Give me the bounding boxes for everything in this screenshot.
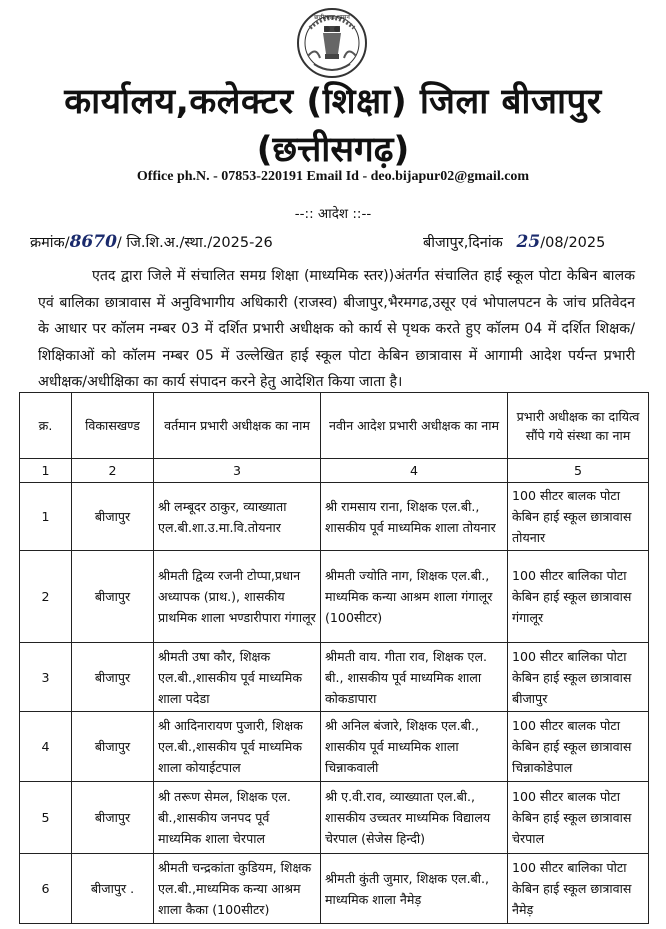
row-new: श्री अनिल बंजारे, शिक्षक एल.बी., शासकीय पूर्व माध्यमिक शाला चिन्नाकवाली [321,712,508,782]
order-body [38,263,635,396]
row-current: श्रीमती चन्द्रकांता कुडियम, शिक्षक एल.बी.,माध्यमिक कन्या आश्रम शाला कैका (100सीटर) [154,854,321,924]
row-sno: 2 [20,551,72,643]
row-current: श्री आदिनारायण पुजारी, शिक्षक एल.बी.,शासकीय पूर्व माध्यमिक शाला कोयाईटपाल [154,712,321,782]
header-block: विकासखण्ड [72,393,154,459]
row-institution: 100 सीटर बालिका पोटा केबिन हाई स्कूल छात्रावास नैमेड़ [508,854,649,924]
date-prefix: बीजापुर,दिनांक [423,235,503,251]
row-new: श्री ए.वी.राव, व्याख्याता एल.बी., शासकीय उच्चतर माध्यमिक विद्यालय चेरपाल (सेजेस हिन्दी) [321,782,508,854]
row-current: श्रीमती द्विव्य रजनी टोप्पा,प्रधान अध्यापक (प्राथ.), शासकीय प्राथमिक शाला भण्डारीपारा गंगालूर [154,551,321,643]
row-institution: 100 सीटर बालिका पोटा केबिन हाई स्कूल छात्रावास गंगालूर [508,551,649,643]
row-new: श्रीमती वाय. गीता राव, शिक्षक एल. बी., शासकीय पूर्व माध्यमिक शाला कोकडापारा [321,643,508,712]
header-new-superintendent: नवीन आदेश प्रभारी अधीक्षक का नाम [321,393,508,459]
row-current: श्री लम्बूदर ठाकुर, व्याख्याता एल.बी.शा.उ.मा.वि.तोयनार [154,483,321,551]
column-number: 3 [154,459,321,483]
ref-prefix: क्रमांक/ [30,235,70,251]
order-body-text: एतद द्वारा जिले में संचालित समग्र शिक्षा (माध्यमिक स्तर))अंतर्गत संचालित हाई स्कूल पोटा केबिन बालक एवं बालिका छात्रावास में अनुविभागीय अधिकारी (राजस्व) बीजापुर,भैरमगढ,उसूर एवं भोपालपटन के जांच प्रतिवेदन के आधार पर कॉलम नम्बर 03 में दर्शित प्रभारी अधीक्षक को कार्य से पृथक करते हुए कॉलम 04 में दर्शित शिक्षक/शिक्षिकाओं को कॉलम नम्बर 05 में उल्लेखित हाई स्कूल पोटा केबिन छात्रावास में आगामी आदेश पर्यन्त प्रभारी अधीक्षक/अधीक्षिका का कार्य संपादन करने हेतु आदेशित किया जाता है। [38,268,635,390]
order-date [423,232,605,252]
table-row [20,551,649,643]
row-new: श्री रामसाय राना, शिक्षक एल.बी., शासकीय पूर्व माध्यमिक शाला तोयनार [321,483,508,551]
emblem-text: छत्तीसगढ़ शासन [314,14,350,21]
row-sno: 4 [20,712,72,782]
row-block: बीजापुर . [72,854,154,924]
row-sno: 3 [20,643,72,712]
state-emblem-seal [296,6,368,80]
date-rest: /08/2025 [540,235,606,251]
row-block: बीजापुर [72,643,154,712]
row-institution: 100 सीटर बालिका पोटा केबिन हाई स्कूल छात्रावास बीजापुर [508,643,649,712]
order-heading: --:: आदेश ::-- [294,206,372,222]
table-row [20,854,649,924]
table-row [20,712,649,782]
row-sno: 1 [20,483,72,551]
header-current-superintendent: वर्तमान प्रभारी अधीक्षक का नाम [154,393,321,459]
row-institution: 100 सीटर बालक पोटा केबिन हाई स्कूल छात्रावास चिन्नाकोडेपाल [508,712,649,782]
column-number: 4 [321,459,508,483]
row-institution: 100 सीटर बालक पोटा केबिन हाई स्कूल छात्रावास चेरपाल [508,782,649,854]
column-number: 2 [72,459,154,483]
row-block: बीजापुर [72,712,154,782]
row-current: श्रीमती उषा कौर, शिक्षक एल.बी.,शासकीय पूर्व माध्यमिक शाला पदेडा [154,643,321,712]
column-number: 5 [508,459,649,483]
row-current: श्री तरूण सेमल, शिक्षक एल. बी.,शासकीय जनपद पूर्व माध्यमिक शाला चेरपाल [154,782,321,854]
row-block: बीजापुर [72,483,154,551]
assignment-table [19,392,649,924]
header-sno: क्र. [20,393,72,459]
row-block: बीजापुर [72,782,154,854]
header-institution: प्रभारी अधीक्षक का दायित्व सौंपे गये संस्था का नाम [508,393,649,459]
table-row [20,782,649,854]
table-row [20,483,649,551]
row-new: श्रीमती कुंती जुमार, शिक्षक एल.बी., माध्यमिक शाला नैमेड़ [321,854,508,924]
office-contact: Office ph.N. - 07853-220191 Email Id - deo.bijapur02@gmail.com [136,169,530,184]
row-sno: 6 [20,854,72,924]
order-reference [30,232,273,252]
date-day-handwritten: 25 [516,232,541,252]
row-new: श्रीमती ज्योति नाग, शिक्षक एल.बी., माध्यमिक कन्या आश्रम शाला गंगालूर (100सीटर) [321,551,508,643]
ref-number-handwritten: 8670 [69,232,117,252]
office-title: कार्यालय,कलेक्टर (शिक्षा) जिला बीजापुर [64,82,602,122]
row-institution: 100 सीटर बालक पोटा केबिन हाई स्कूल छात्रावास तोयनार [508,483,649,551]
row-sno: 5 [20,782,72,854]
column-number: 1 [20,459,72,483]
state-name: (छत्तीसगढ़) [256,130,410,170]
table-row [20,643,649,712]
row-block: बीजापुर [72,551,154,643]
ref-suffix: / जि.शि.अ./स्था./2025-26 [116,235,273,251]
